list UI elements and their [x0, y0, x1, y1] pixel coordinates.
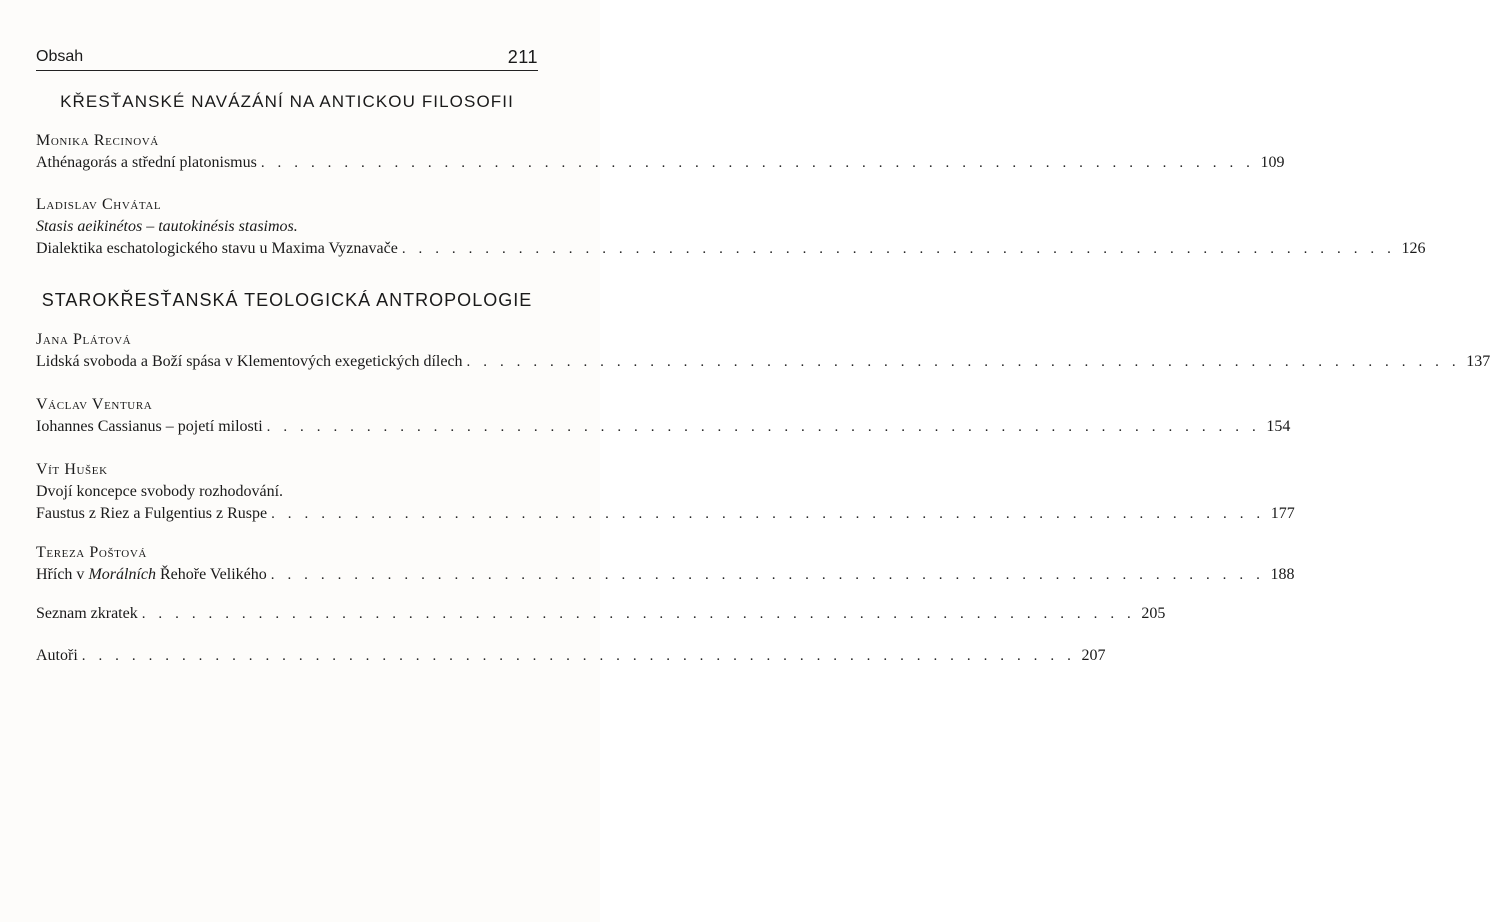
leader-dots: . . . . . . . . . . . . . . . . . . . . . . . . . . . . . . . . . . . . . . . . . . . . . . . . . . . . . . . . . . . .: [401, 241, 1396, 257]
entry-title: Iohannes Cassianus – pojetí milosti: [36, 418, 263, 435]
entry-title-line: Dvojí koncepce svobody rozhodování.: [36, 483, 284, 500]
section-heading: STAROKŘESŤANSKÁ TEOLOGICKÁ ANTROPOLOGIE: [41, 290, 533, 310]
toc-line[interactable]: [36, 503, 1295, 525]
entry-author: Vít Hušek: [36, 461, 108, 478]
leader-dots: . . . . . . . . . . . . . . . . . . . . . . . . . . . . . . . . . . . . . . . . . . . . . . . . . . . . . . . . . . . .: [466, 354, 1461, 370]
leader-dots: . . . . . . . . . . . . . . . . . . . . . . . . . . . . . . . . . . . . . . . . . . . . . . . . . . . . . . . . . . . .: [266, 419, 1261, 435]
toc-entry: [36, 645, 1106, 667]
entry-author: Jana Plátová: [36, 331, 132, 348]
entry-author: Ladislav Chvátal: [36, 196, 162, 213]
entry-page: 205: [1141, 605, 1166, 622]
entry-page: 177: [1270, 505, 1295, 522]
leader-dots: . . . . . . . . . . . . . . . . . . . . . . . . . . . . . . . . . . . . . . . . . . . . . . . . . . . . . . . . . . . .: [81, 648, 1076, 664]
toc-entry: [36, 395, 1291, 438]
page-number: 211: [507, 47, 538, 67]
entry-page: 154: [1266, 418, 1291, 435]
entry-author: Tereza Poštová: [36, 544, 147, 561]
toc-entry: [36, 603, 1166, 625]
entry-title: Lidská svoboda a Boží spása v Klementových exegetických dílech: [36, 353, 463, 370]
entry-page: 188: [1270, 566, 1295, 583]
entry-title: Faustus z Riez a Fulgentius z Ruspe: [36, 505, 268, 522]
entry-title: Dialektika eschatologického stavu u Maxima Vyznavače: [36, 240, 398, 257]
running-head-title: Obsah: [36, 48, 84, 65]
toc-line[interactable]: [36, 416, 1291, 438]
entry-page: 126: [1401, 240, 1426, 257]
entry-title-suffix: Řehoře Velikého: [155, 566, 267, 583]
toc-entry: [36, 131, 1285, 174]
toc-line[interactable]: [36, 645, 1106, 667]
toc-line[interactable]: [36, 152, 1285, 174]
leader-dots: . . . . . . . . . . . . . . . . . . . . . . . . . . . . . . . . . . . . . . . . . . . . . . . . . . . . . . . . . . . .: [141, 606, 1136, 622]
entry-title: Seznam zkratek: [36, 605, 138, 622]
section-heading: KŘESŤANSKÉ NAVÁZÁNÍ NA ANTICKOU FILOSOFII: [60, 92, 514, 111]
entry-title-italic: Morálních: [88, 566, 156, 583]
entry-title-prefix: Hřích v: [36, 566, 89, 583]
toc-line[interactable]: [36, 564, 1295, 586]
toc-entry: [36, 195, 1426, 260]
entry-title: [36, 564, 267, 586]
entry-page: 137: [1466, 353, 1490, 370]
entry-page: 207: [1081, 647, 1106, 664]
toc-entry: [36, 543, 1295, 586]
entry-title: Autoři: [36, 647, 78, 664]
entry-author: Monika Recinová: [36, 132, 159, 149]
toc-line[interactable]: [36, 603, 1166, 625]
entry-title: Athénagorás a střední platonismus: [36, 154, 257, 171]
toc-line[interactable]: [36, 351, 1490, 373]
toc-entry: [36, 460, 1295, 525]
entry-subtitle: Stasis aeikinétos – tautokinésis stasimos.: [36, 218, 298, 235]
leader-dots: . . . . . . . . . . . . . . . . . . . . . . . . . . . . . . . . . . . . . . . . . . . . . . . . . . . . . . . . . . . .: [271, 506, 1265, 522]
entry-author: Václav Ventura: [36, 396, 153, 413]
entry-page: 109: [1260, 154, 1285, 171]
running-head: [36, 46, 538, 71]
leader-dots: . . . . . . . . . . . . . . . . . . . . . . . . . . . . . . . . . . . . . . . . . . . . . . . . . . . . . . . . . . . .: [270, 567, 1265, 583]
toc-entry: [36, 330, 1490, 373]
toc-line[interactable]: [36, 238, 1426, 260]
leader-dots: . . . . . . . . . . . . . . . . . . . . . . . . . . . . . . . . . . . . . . . . . . . . . . . . . . . . . . . . . . . .: [260, 155, 1255, 171]
